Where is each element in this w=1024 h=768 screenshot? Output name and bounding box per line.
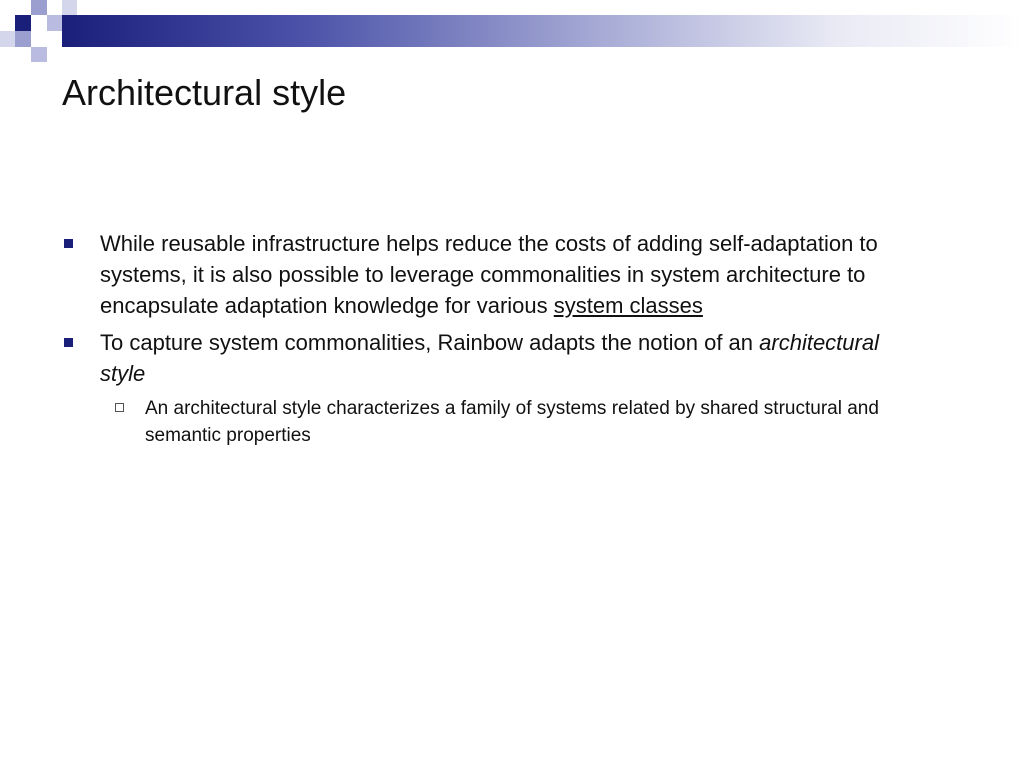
slide-content — [62, 228, 902, 449]
bullet-text: While reusable infrastructure helps reduce the costs of adding self-adaptation to systems, it is also possible to leverage commonalities in system architecture to encapsulate adaptation knowledge for various — [100, 231, 878, 318]
header-square — [31, 47, 47, 62]
sub-bullet-item — [62, 395, 902, 449]
sub-bullet-text: An architectural style characterizes a family of systems related by shared structural and semantic properties — [145, 398, 879, 446]
square-bullet-icon — [64, 239, 73, 248]
italic-term: architectural style — [100, 330, 879, 386]
bullet-text: To capture system commonalities, Rainbow adapts the notion of an — [100, 330, 760, 355]
hollow-square-bullet-icon — [115, 403, 124, 412]
bullet-item — [62, 327, 902, 389]
header-square — [15, 31, 31, 47]
header-gradient-band — [62, 15, 1024, 47]
header-square — [62, 0, 77, 15]
header-square — [0, 31, 15, 47]
header-square — [31, 0, 47, 15]
header-square — [47, 15, 62, 31]
bullet-item — [62, 228, 902, 321]
square-bullet-icon — [64, 338, 73, 347]
header-square-dark — [15, 15, 31, 31]
underlined-term: system classes — [553, 293, 703, 318]
slide-title: Architectural style — [62, 72, 347, 113]
